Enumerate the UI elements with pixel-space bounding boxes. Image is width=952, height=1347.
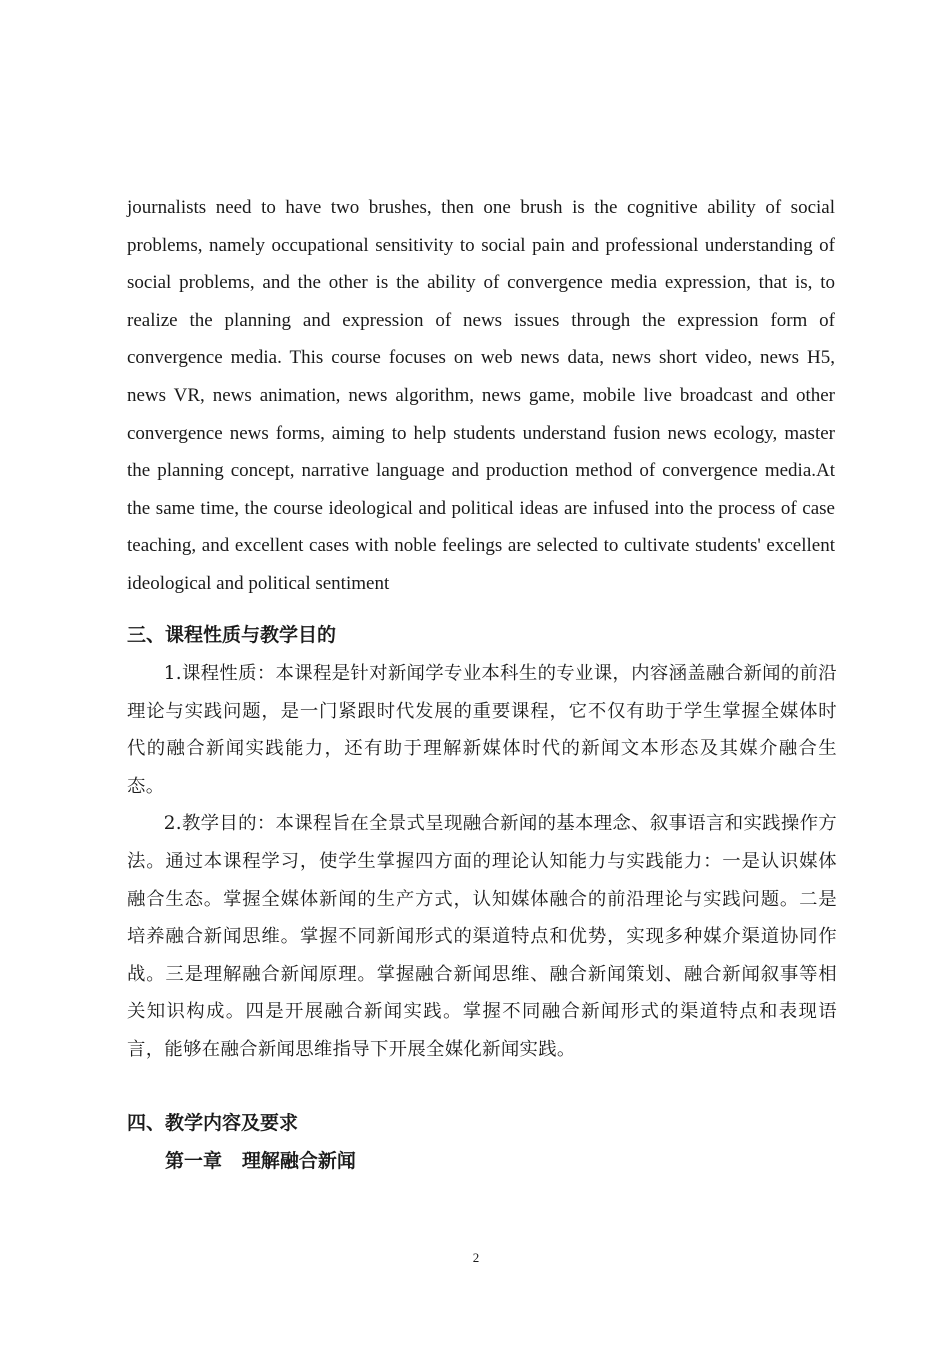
section-heading-3: 三、课程性质与教学目的 xyxy=(127,624,337,646)
chapter-heading: 第一章 理解融合新闻 xyxy=(165,1150,356,1172)
section-course-nature xyxy=(127,617,837,1069)
section-heading-4: 四、教学内容及要求 xyxy=(127,1112,299,1134)
page-number: 2 xyxy=(472,1250,480,1265)
section-teaching-content xyxy=(127,1105,837,1179)
teaching-purpose-paragraph: 2.教学目的：本课程旨在全景式呈现融合新闻的基本理念、叙事语言和实践操作方法。通过本课程学习，使学生掌握四方面的理论认知能力与实践能力：一是认识媒体融合生态。掌握全媒体新闻的生产方式，认知媒体融合的前沿理论与实践问题。二是培养融合新闻思维。掌握不同新闻形式的渠道特点和优势，实现多种媒介渠道协同作战。三是理解融合新闻原理。掌握融合新闻思维、融合新闻策划、融合新闻叙事等相关知识构成。四是开展融合新闻实践。掌握不同融合新闻形式的渠道特点和表现语言，能够在融合新闻思维指导下开展全媒化新闻实践。 xyxy=(127,813,837,1060)
course-nature-paragraph: 1.课程性质：本课程是针对新闻学专业本科生的专业课，内容涵盖融合新闻的前沿理论与实践问题，是一门紧跟时代发展的重要课程，它不仅有助于学生掌握全媒体时代的融合新闻实践能力，还有助于理解新媒体时代的新闻文本形态及其媒介融合生态。 xyxy=(127,663,837,797)
english-body-paragraph: journalists need to have two brushes, then one brush is the cognitive ability of social problems, namely occupational sensitivity to social pain and professional understanding of social problems, and the other is the ability of convergence media expression, that is, to realize the planning and expression of news issues through the expression form of convergence media. This course focuses on web news data, news short video, news H5, news VR, news animation, news algorithm, news game, mobile live broadcast and other convergence news forms, aiming to help students understand fusion news ecology, master the planning concept, narrative language and production method of convergence media.At the same time, the course ideological and political ideas are infused into the process of case teaching, and excellent cases with noble feelings are selected to cultivate students' excellent ideological and political sentiment xyxy=(127,197,835,594)
